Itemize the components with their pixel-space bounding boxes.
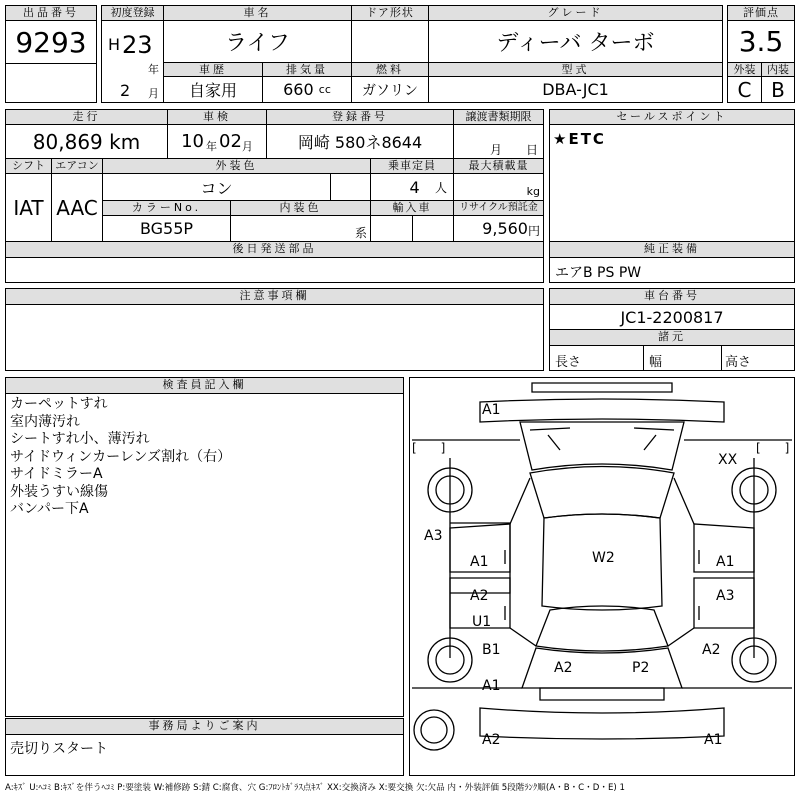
shift: IAT [5, 173, 52, 242]
inspector-label: 検査員記入欄 [5, 377, 404, 394]
mark-right-rear-door: A3 [716, 588, 735, 604]
lot-number-blank [5, 63, 97, 103]
office-box [5, 734, 404, 776]
recycle-unit: 円 [527, 224, 540, 238]
color-no: BG55P [102, 215, 231, 242]
windshield-shape [530, 467, 674, 519]
displacement: 660 [283, 80, 314, 99]
inspector-note: 室内薄汚れ [10, 413, 80, 430]
capacity-box [370, 173, 454, 201]
score: 3.5 [727, 20, 795, 63]
length-box [549, 345, 644, 371]
first-reg-era: H [108, 35, 121, 54]
front-bumper-shape [532, 383, 672, 392]
inspection-year: 10 [181, 131, 204, 152]
mark-left-front-fender: A3 [424, 528, 443, 544]
plate-label: 登録番号 [266, 109, 454, 125]
sales-points-label: セールスポイント [549, 109, 795, 125]
mileage: 80,869 [32, 129, 103, 154]
inspection-month-unit: 月 [241, 139, 253, 153]
transfer-box [453, 124, 544, 159]
inspector-note: シートすれ小、薄汚れ [10, 431, 150, 447]
exterior-grade: C [727, 76, 762, 103]
legend: A:ｷｽﾞ U:ﾍｺﾐ B:ｷｽﾞを伴うﾍｺﾐ P:要塗装 W:補修跡 S:錆 C:腐食、穴 G:ﾌﾛﾝﾄｶﾞﾗｽ点ｷｽﾞ XX:交換済み X:要交換 欠:欠品 内・外装評価 5段階ﾗﾝｸ順(A・B・C・D・E) 1 [5, 783, 625, 793]
interior-grade: B [761, 76, 795, 103]
aircon: AAC [51, 173, 103, 242]
lot-number-label: 出品番号 [5, 5, 97, 21]
door-value [351, 20, 429, 63]
first-reg-year: 23 [122, 31, 153, 59]
rear-bumper-outline [480, 708, 724, 739]
grade-label: グレード [428, 5, 723, 21]
model-code-label: 型式 [428, 62, 723, 77]
first-reg-month: 2 [120, 81, 131, 100]
first-reg-box [101, 20, 164, 103]
genuine-label: 純正装備 [549, 241, 795, 258]
capacity: 4 [409, 177, 420, 197]
car-name-label: 車名 [163, 5, 352, 21]
width-box [643, 345, 722, 371]
dims-label: 諸元 [549, 329, 795, 346]
mark-rear-bumper-right: A1 [704, 732, 723, 748]
inspector-note: カーペットすれ [10, 396, 108, 412]
mark-left-rear-corner: A1 [482, 678, 501, 694]
later-parts-box [5, 257, 544, 283]
later-parts-label: 後日発送部品 [5, 241, 544, 258]
recycle-box [453, 215, 544, 242]
mileage-unit: km [109, 129, 141, 154]
int-color-box [230, 215, 371, 242]
tailgate-shape [522, 648, 682, 688]
history: 自家用 [163, 76, 263, 103]
length-label: 長さ [555, 355, 582, 370]
history-label: 車歴 [163, 62, 263, 77]
exterior-label: 外装 [727, 62, 762, 77]
transfer-day-unit: 日 [526, 143, 539, 157]
inspector-note: 外装うすい線傷 [10, 483, 108, 500]
import-box-a [370, 215, 413, 242]
score-label: 評価点 [727, 5, 795, 21]
rear-plate-shape [540, 688, 664, 700]
door-label: ドア形状 [351, 5, 429, 21]
mark-roof: W2 [592, 550, 615, 566]
bracket-right: [ ] [756, 441, 790, 455]
mark-left-rear-door: A2 [470, 588, 489, 604]
color-no-label: カラーNo. [102, 200, 231, 216]
notes-box [5, 304, 544, 371]
genuine: エアB PS PW [555, 265, 642, 281]
mark-front-bumper: A1 [482, 402, 501, 418]
grade: ディーバ ターボ [428, 20, 723, 63]
int-color-label: 内装色 [230, 200, 371, 216]
spare-wheel-inner [421, 717, 447, 743]
bracket-left: [ ] [412, 441, 446, 455]
ext-color-label: 外装色 [102, 158, 371, 174]
sales-points-box [549, 124, 795, 242]
car-name: ライフ [163, 20, 352, 63]
office-label: 事務局よりご案内 [5, 718, 404, 735]
max-load-box [453, 173, 544, 201]
transfer-label: 譲渡書類期限 [453, 109, 544, 125]
chassis: JC1-2200817 [549, 304, 795, 330]
chassis-label: 車台番号 [549, 288, 795, 305]
office-note: 売切りスタート [10, 741, 108, 757]
mark-left-rear-quarter: B1 [482, 642, 501, 658]
int-color-unit: 系 [354, 226, 367, 240]
mark-front-right-corner: XX [718, 452, 738, 468]
mark-left-rear-door-2: U1 [472, 614, 492, 630]
notes-label: 注意事項欄 [5, 288, 544, 305]
plate: 岡崎 580ネ8644 [266, 124, 454, 159]
first-reg-month-unit: 月 [148, 87, 159, 100]
height-label: 高さ [725, 355, 752, 370]
import-box-b [412, 215, 454, 242]
transfer-month-unit: 月 [490, 143, 503, 157]
capacity-label: 乗車定員 [370, 158, 454, 174]
displacement-label: 排気量 [262, 62, 352, 77]
car-diagram-svg [410, 378, 794, 775]
inspection-label: 車検 [167, 109, 267, 125]
genuine-box [549, 257, 795, 283]
ext-color-extra [330, 173, 371, 201]
inspector-notes [5, 393, 404, 717]
hood-lines [548, 435, 656, 450]
import-label: 輸入車 [370, 200, 454, 216]
sales-points: ★ETC [553, 130, 606, 148]
rear-window-shape [536, 606, 668, 651]
height-box [721, 345, 795, 371]
mark-rear-left: A2 [554, 660, 573, 676]
aircon-label: エアコン [51, 158, 103, 174]
mark-right-rear-quarter: A2 [702, 642, 721, 658]
max-load-label: 最大積載量 [453, 158, 544, 174]
first-reg-label: 初度登録 [101, 5, 164, 21]
lot-number: 9293 [5, 20, 97, 64]
fuel-label: 燃料 [351, 62, 429, 77]
displacement-unit: cc [318, 83, 331, 96]
inspection-month: 02 [219, 131, 242, 152]
model-code: DBA-JC1 [428, 76, 723, 103]
mileage-box [5, 124, 168, 159]
spare-wheel [414, 710, 454, 750]
inspector-note: バンパー下A [10, 501, 89, 517]
mileage-label: 走行 [5, 109, 168, 125]
width-label: 幅 [649, 355, 663, 370]
recycle: 9,560 [482, 219, 528, 238]
shift-label: シフト [5, 158, 52, 174]
interior-label: 内装 [761, 62, 795, 77]
hood-vents [530, 428, 674, 430]
fuel: ガソリン [351, 76, 429, 103]
mark-rear-right: P2 [632, 660, 650, 676]
left-pillars [510, 478, 536, 646]
inspection-box [167, 124, 267, 159]
recycle-label: リサイクル預託金 [453, 200, 544, 216]
right-pillars [668, 478, 694, 646]
ext-color: コン [102, 173, 331, 201]
inspector-note: サイドウィンカーレンズ割れ（右） [10, 448, 232, 465]
capacity-unit: 人 [434, 180, 447, 195]
first-reg-year-unit: 年 [148, 63, 159, 76]
max-load-unit: kg [526, 185, 540, 198]
displacement-box [262, 76, 352, 103]
inspection-year-unit: 年 [206, 139, 217, 153]
front-bumper-outline [480, 399, 724, 422]
mark-left-front-door: A1 [470, 554, 489, 570]
mark-right-front-door: A1 [716, 554, 735, 570]
mark-rear-bumper-left: A2 [482, 732, 501, 748]
car-diagram [409, 377, 795, 776]
inspector-note: サイドミラーA [10, 466, 103, 482]
